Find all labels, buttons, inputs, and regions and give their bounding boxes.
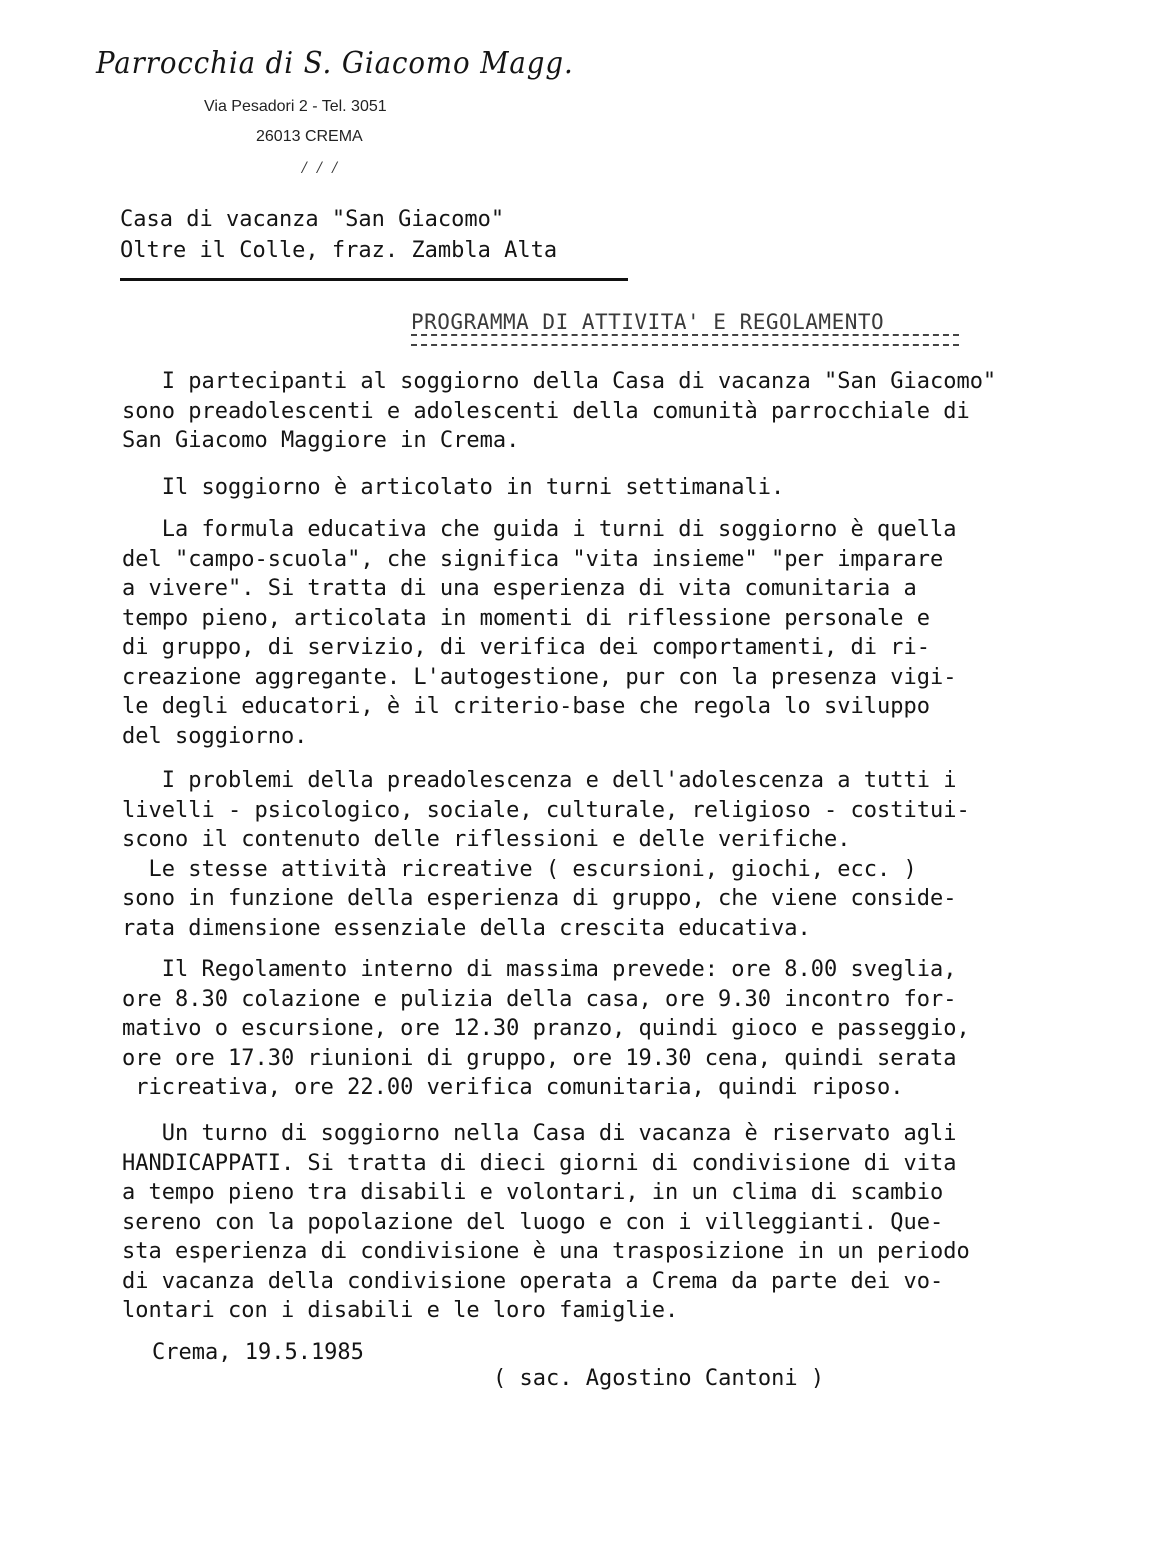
text-line: Un turno di soggiorno nella Casa di vacanza è riservato agli [122, 1121, 957, 1146]
letterhead [96, 46, 574, 176]
text-line: Il Regolamento interno di massima prevede: ore 8.00 sveglia, [122, 957, 957, 982]
text-line: ore 8.30 colazione e pulizia della casa, ore 9.30 incontro for- [122, 986, 957, 1012]
text-line: HANDICAPPATI. Si tratta di dieci giorni di condivisione di vita [122, 1150, 957, 1176]
paragraph-problems [122, 766, 970, 943]
text-line: sta esperienza di condivisione è una trasposizione in un periodo [122, 1239, 970, 1264]
text-line: di vacanza della condivisione operata a Crema da parte dei vo- [122, 1268, 944, 1294]
text-line: del soggiorno. [122, 723, 308, 749]
text-line: Il soggiorno è articolato in turni settimanali. [122, 475, 785, 500]
text-line: ricreativa, ore 22.00 verifica comunitaria, quindi riposo. [122, 1075, 904, 1100]
parish-name: Parrocchia di S. Giacomo Magg. [96, 46, 574, 81]
text-line: I partecipanti al soggiorno della Casa di vacanza "San Giacomo" [122, 369, 997, 394]
text-line: di gruppo, di servizio, di verifica dei comportamenti, di ri- [122, 635, 930, 660]
text-line: sereno con la popolazione del luogo e con i villeggianti. Que- [122, 1209, 944, 1235]
text-line: a tempo pieno tra disabili e volontari, in un clima di scambio [122, 1180, 944, 1205]
text-line: Le stesse attività ricreative ( escursioni, giochi, ecc. ) [122, 856, 917, 882]
text-line: a vivere". Si tratta di una esperienza di vita comunitaria a [122, 576, 917, 601]
parish-city: 26013 CREMA [256, 128, 363, 145]
text-line: scono il contenuto delle riflessioni e delle verifiche. [122, 827, 851, 852]
separator-rule [120, 278, 628, 281]
paragraph-turns [122, 473, 784, 503]
text-line: ore ore 17.30 riunioni di gruppo, ore 19.30 cena, quindi serata [122, 1045, 957, 1071]
paragraph-participants [122, 367, 996, 456]
document-heading: PROGRAMMA DI ATTIVITA' E REGOLAMENTO [411, 310, 885, 334]
heading-underline [411, 334, 959, 346]
text-line: tempo pieno, articolata in momenti di riflessione personale e [122, 605, 930, 631]
text-line: La formula educativa che guida i turni di soggiorno è quella [122, 517, 957, 542]
letterhead-marks: / / / [302, 160, 341, 176]
text-line: le degli educatori, è il criterio-base che regola lo sviluppo [122, 694, 930, 719]
house-location: Oltre il Colle, fraz. Zambla Alta [120, 238, 558, 263]
text-line: mativo o escursione, ore 12.30 pranzo, quindi gioco e passeggio, [122, 1016, 970, 1041]
signature: ( sac. Agostino Cantoni ) [493, 1366, 825, 1391]
text-line: lontari con i disabili e le loro famiglie. [122, 1298, 679, 1323]
text-line: sono in funzione della esperienza di gruppo, che viene conside- [122, 886, 957, 911]
house-name: Casa di vacanza "San Giacomo" [120, 207, 505, 232]
text-line: San Giacomo Maggiore in Crema. [122, 428, 520, 453]
paragraph-handicapped-turn [122, 1119, 970, 1326]
text-line: creazione aggregante. L'autogestione, pur con la presenza vigi- [122, 664, 957, 690]
parish-address: Via Pesadori 2 - Tel. 3051 [204, 98, 387, 115]
place-date: Crema, 19.5.1985 [152, 1340, 364, 1365]
text-line: livelli - psicologico, sociale, culturale, religioso - costitui- [122, 797, 970, 823]
text-line: del "campo-scuola", che significa "vita insieme" "per imparare [122, 546, 944, 572]
text-line: sono preadolescenti e adolescenti della comunità parrocchiale di [122, 398, 970, 424]
text-line: rata dimensione essenziale della crescita educativa. [122, 915, 811, 941]
paragraph-regulation [122, 955, 970, 1103]
paragraph-educational-formula [122, 515, 956, 751]
text-line: I problemi della preadolescenza e dell'adolescenza a tutti i [122, 768, 957, 793]
